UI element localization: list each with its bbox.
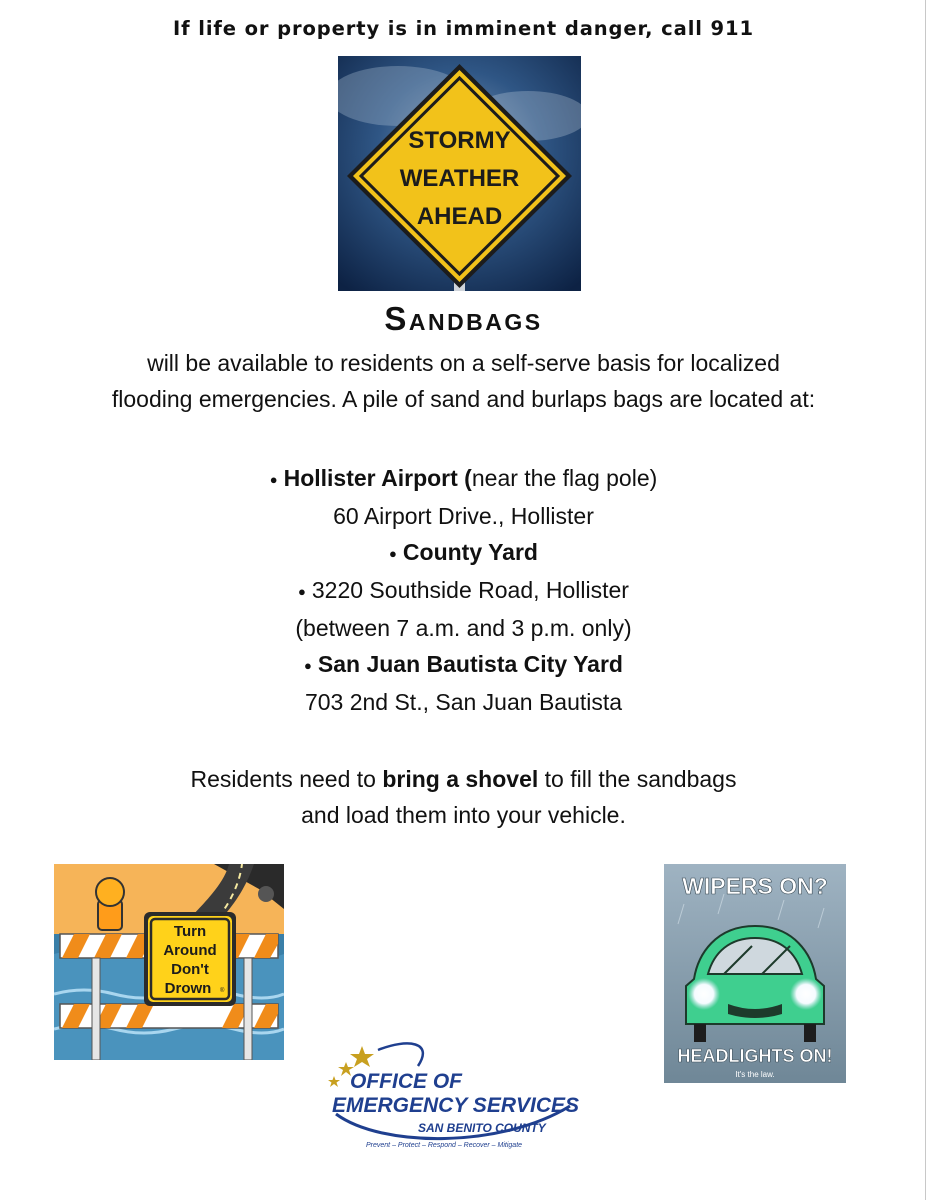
page-title: Sandbags: [384, 300, 543, 337]
location-item: [0, 534, 927, 572]
wipers-tagline: It's the law.: [735, 1070, 775, 1079]
intro-line-1: will be available to residents on a self-serve basis for localized: [147, 350, 780, 376]
oes-line-2: EMERGENCY SERVICES: [332, 1094, 580, 1117]
instructions-post: to fill the sandbags: [538, 766, 737, 792]
headlights-headline: HEADLIGHTS ON!: [677, 1046, 833, 1066]
turn-around-dont-drown-image: [54, 864, 284, 1060]
office-of-emergency-services-logo: [322, 1036, 588, 1156]
turn-sign-line-1: Turn: [173, 923, 207, 940]
location-item: [0, 646, 927, 684]
instructions-pre: Residents need to: [190, 766, 383, 792]
instructions-emphasis: bring a shovel: [382, 766, 539, 792]
oes-motto: Prevent – Protect – Respond – Recover – Mitigate: [366, 1142, 523, 1149]
bullet-icon: ●: [269, 471, 278, 487]
turn-sign-line-4: Drown: [164, 980, 212, 997]
bullet-icon: ●: [298, 583, 306, 599]
location-address: 3220 Southside Road, Hollister: [311, 576, 629, 603]
location-note: near the flag pole): [471, 465, 658, 491]
bullet-icon: ●: [304, 657, 312, 673]
wipers-on-headlights-on-image: [664, 864, 846, 1083]
turn-sign-line-2: Around: [163, 942, 217, 959]
emergency-notice: If life or property is in imminent danger, call 911: [173, 17, 754, 40]
bullet-icon: ●: [389, 545, 397, 561]
registered-mark: ®: [220, 988, 225, 994]
location-name: Hollister Airport (: [283, 465, 472, 491]
wipers-headline: WIPERS ON?: [682, 873, 828, 899]
location-address: 703 2nd St., San Juan Bautista: [304, 688, 623, 715]
stormy-weather-sign-image: [338, 56, 581, 291]
instructions: [0, 761, 927, 833]
sign-line-1: STORMY: [408, 127, 511, 154]
sign-line-2: WEATHER: [399, 165, 520, 192]
location-name: San Juan Bautista City Yard: [317, 650, 623, 677]
location-item: [0, 460, 927, 498]
intro-line-2: flooding emergencies. A pile of sand and burlaps bags are located at:: [111, 386, 816, 412]
location-address: 60 Airport Drive., Hollister: [333, 502, 594, 529]
oes-line-3: SAN BENITO COUNTY: [418, 1121, 546, 1135]
sign-line-3: AHEAD: [416, 203, 503, 230]
location-address-item: [0, 572, 927, 610]
intro-paragraph: [0, 345, 927, 417]
location-list: [0, 460, 927, 720]
location-hours: (between 7 a.m. and 3 p.m. only): [295, 614, 632, 641]
oes-line-1: OFFICE OF: [350, 1070, 462, 1093]
turn-sign-line-3: Don't: [171, 961, 209, 978]
instructions-line-2: and load them into your vehicle.: [301, 802, 626, 828]
location-name: County Yard: [402, 538, 538, 565]
instructions-line-1: [0, 761, 927, 797]
